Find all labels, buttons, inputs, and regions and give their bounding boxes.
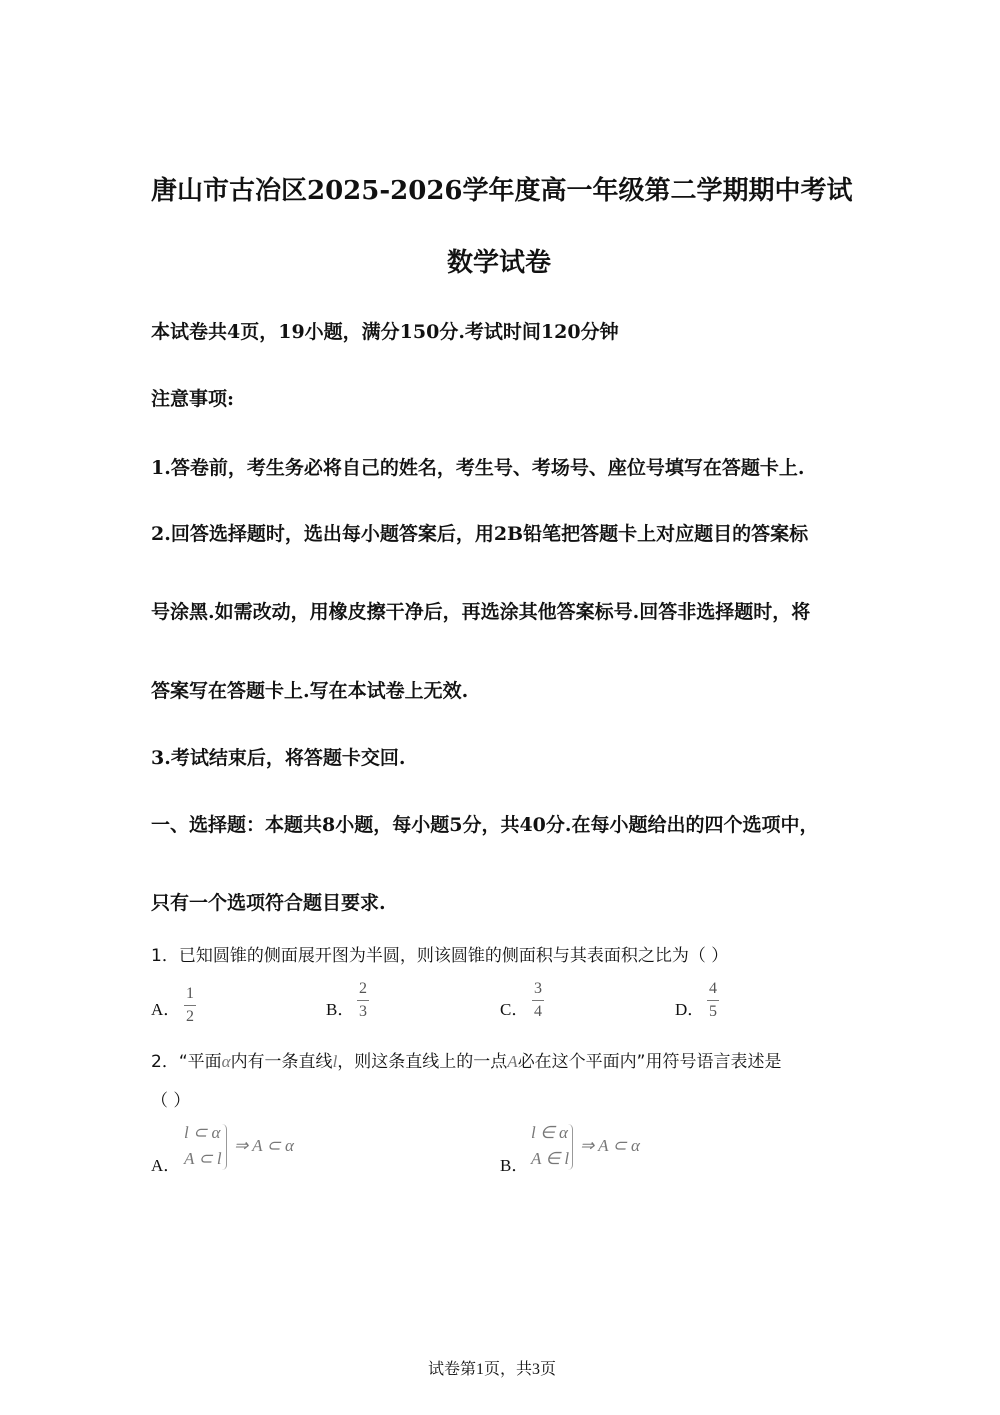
q2-option-b-row1: l ∈ α xyxy=(531,1123,568,1142)
fraction-denominator: 3 xyxy=(359,1003,367,1020)
q2-text-part1: 2．“平面 xyxy=(151,1052,222,1072)
q1-option-a-fraction xyxy=(184,985,196,1026)
q2-point-a: A xyxy=(507,1052,518,1071)
q2-option-a-result: ⇒ A ⊂ α xyxy=(234,1136,294,1155)
fraction-bar xyxy=(707,1000,719,1001)
q2-option-a-row2: A ⊂ l xyxy=(184,1149,222,1168)
fraction-numerator: 1 xyxy=(186,985,194,1002)
q2-option-b-label: B． xyxy=(500,1156,529,1175)
q2-text-part4: 必在这个平面内”用符号语言表述是 xyxy=(517,1052,782,1072)
q1-option-d-label: D． xyxy=(675,1000,705,1019)
q2-text-part3: ，则这条直线上的一点 xyxy=(337,1052,508,1072)
fraction-numerator: 3 xyxy=(534,980,542,997)
exam-info: 本试卷共4页，19小题，满分150分.考试时间120分钟 xyxy=(151,321,619,343)
question-1-text: 1．已知圆锥的侧面展开图为半圆，则该圆锥的侧面积与其表面积之比为（ ） xyxy=(151,946,729,966)
q1-option-c-label: C． xyxy=(500,1000,529,1019)
notice-item-2-line2: 号涂黑.如需改动，用橡皮擦干净后，再选涂其他答案标号.回答非选择题时，将 xyxy=(151,601,811,623)
fraction-bar xyxy=(357,1000,369,1001)
fraction-bar xyxy=(532,1000,544,1001)
q1-option-d-fraction xyxy=(707,980,719,1021)
fraction-denominator: 4 xyxy=(534,1003,542,1020)
q2-option-b-brace xyxy=(568,1124,573,1170)
exam-title: 唐山市古冶区2025-2026学年度高一年级第二学期期中考试 xyxy=(151,176,853,206)
q2-line-l: l xyxy=(332,1052,338,1071)
notice-item-2-line3: 答案写在答题卡上.写在本试卷上无效. xyxy=(151,680,469,702)
section-heading-line1: 一、选择题：本题共8小题，每小题5分，共40分.在每小题给出的四个选项中， xyxy=(151,814,819,836)
q1-option-c-fraction xyxy=(532,980,544,1021)
fraction-numerator: 2 xyxy=(359,980,367,997)
notice-item-2-line1: 2.回答选择题时，选出每小题答案后，用2B铅笔把答题卡上对应题目的答案标 xyxy=(151,523,809,545)
q2-text-part2: 内有一条直线 xyxy=(230,1052,333,1072)
q2-option-a-row1: l ⊂ α xyxy=(184,1123,221,1142)
notice-item-1: 1.答卷前，考生务必将自己的姓名，考生号、考场号、座位号填写在答题卡上. xyxy=(151,457,805,479)
section-heading-line2: 只有一个选项符合题目要求. xyxy=(151,892,386,914)
q2-option-a-brace xyxy=(222,1124,227,1170)
q1-option-b-fraction xyxy=(357,980,369,1021)
notice-heading: 注意事项: xyxy=(151,388,235,410)
q1-option-b-label: B． xyxy=(326,1000,355,1019)
question-2-text xyxy=(151,1047,782,1072)
q1-option-a-label: A． xyxy=(151,1000,181,1019)
notice-item-3: 3.考试结束后，将答题卡交回. xyxy=(151,747,406,769)
q2-alpha: α xyxy=(221,1052,231,1071)
q2-option-b-row2: A ∈ l xyxy=(531,1149,570,1168)
exam-subtitle: 数学试卷 xyxy=(447,248,552,278)
q2-option-a-label: A． xyxy=(151,1156,181,1175)
fraction-numerator: 4 xyxy=(709,980,717,997)
fraction-denominator: 2 xyxy=(186,1008,194,1025)
fraction-bar xyxy=(184,1005,196,1006)
page-footer: 试卷第1页，共3页 xyxy=(428,1361,557,1378)
q2-answer-parens: （ ） xyxy=(151,1091,191,1111)
q2-option-b-result: ⇒ A ⊂ α xyxy=(580,1136,640,1155)
fraction-denominator: 5 xyxy=(709,1003,717,1020)
